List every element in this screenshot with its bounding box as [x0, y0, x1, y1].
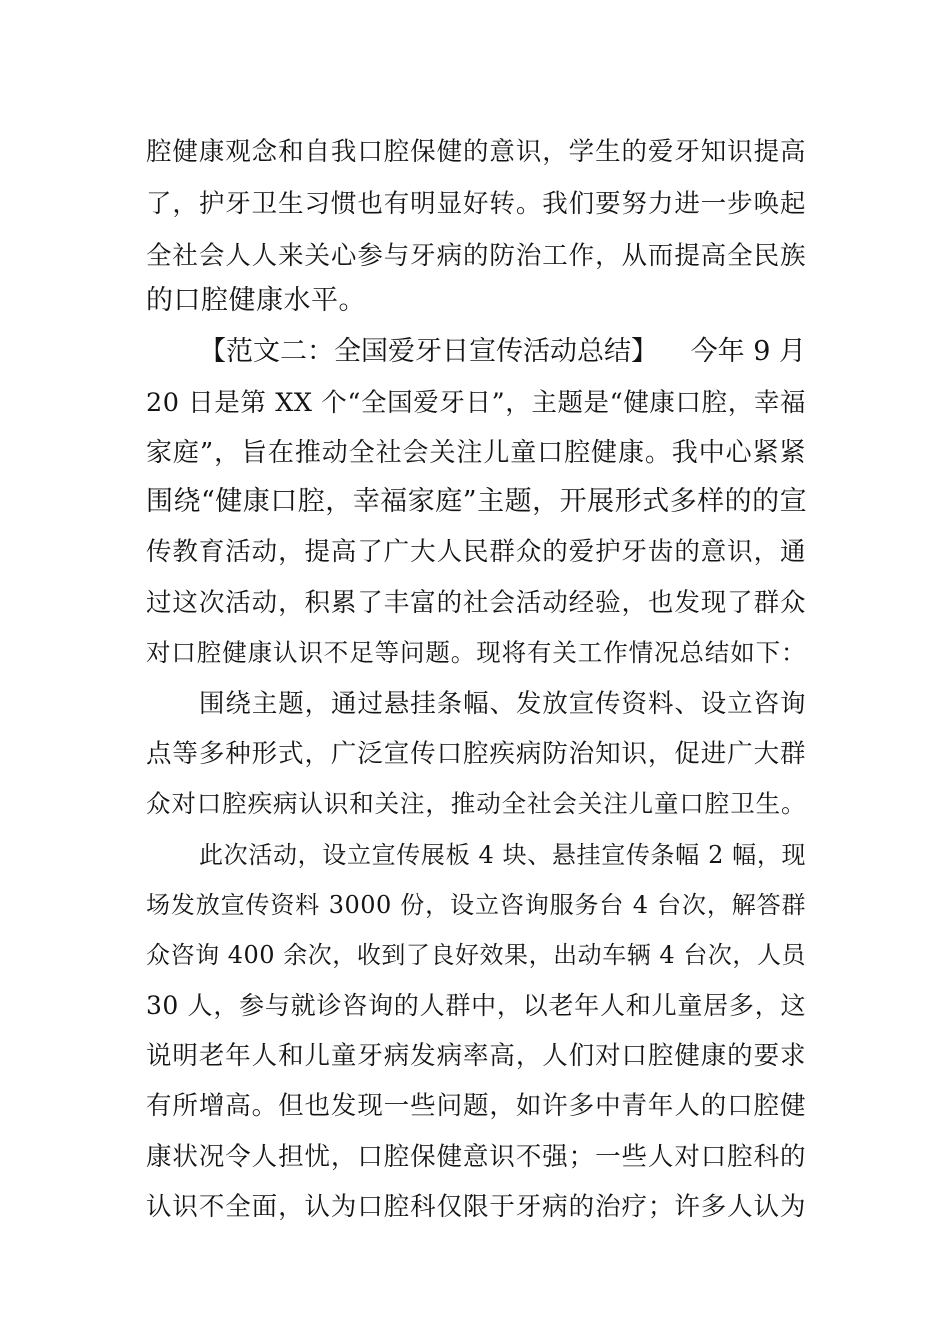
body-text-line: 众对口腔疾病认识和关注，推动全社会关注儿童口腔卫生。: [146, 789, 806, 818]
body-text-line: 众咨询 400 余次，收到了良好效果，出动车辆 4 台次，人员: [146, 941, 806, 969]
body-text-line: 今年 9 月: [690, 336, 806, 367]
body-text-line: 围绕“健康口腔，幸福家庭”主题，开展形式多样的的宣: [146, 486, 808, 517]
body-text-line: 30 人，参与就诊咨询的人群中，以老年人和儿童居多，这: [146, 991, 806, 1020]
section-heading: 【范文二：全国爱牙日宣传活动总结】: [199, 336, 658, 367]
body-text-line: 说明老年人和儿童牙病发病率高，人们对口腔健康的要求: [146, 1041, 806, 1071]
body-text-line: 的口腔健康水平。: [146, 285, 366, 316]
body-text-line: 点等多种形式，广泛宣传口腔疾病防治知识，促进广大群: [146, 739, 806, 769]
body-text-line: 20 日是第 XX 个“全国爱牙日”，主题是“健康口腔，幸福: [146, 388, 806, 418]
section-heading-line: [199, 334, 806, 370]
body-text-line: 有所增高。但也发现一些问题，如许多中青年人的口腔健: [146, 1091, 806, 1121]
body-text-line: 腔健康观念和自我口腔保健的意识，学生的爱牙知识提高: [146, 137, 806, 167]
body-text-line: 过这次活动，积累了丰富的社会活动经验，也发现了群众: [146, 588, 806, 618]
body-text-line: 家庭”，旨在推动全社会关注儿童口腔健康。我中心紧紧: [146, 438, 806, 468]
body-text-line: 对口腔健康认识不足等问题。现将有关工作情况总结如下：: [146, 638, 806, 667]
body-text-line: 场发放宣传资料 3000 份，设立咨询服务台 4 台次，解答群: [146, 891, 806, 919]
body-text-line: 全社会人人来关心参与牙病的防治工作，从而提高全民族: [146, 241, 806, 271]
body-text-line: 围绕主题，通过悬挂条幅、发放宣传资料、设立咨询: [199, 689, 806, 719]
body-text-line: 了，护牙卫生习惯也有明显好转。我们要努力进一步唤起: [146, 189, 806, 219]
body-text-line: 此次活动，设立宣传展板 4 块、悬挂宣传条幅 2 幅，现: [199, 841, 806, 869]
body-text-line: 传教育活动，提高了广大人民群众的爱护牙齿的意识，通: [146, 537, 806, 567]
body-text-line: 康状况令人担忧，口腔保健意识不强；一些人对口腔科的: [146, 1142, 806, 1172]
body-text-line: 认识不全面，认为口腔科仅限于牙病的治疗；许多人认为: [146, 1192, 806, 1222]
